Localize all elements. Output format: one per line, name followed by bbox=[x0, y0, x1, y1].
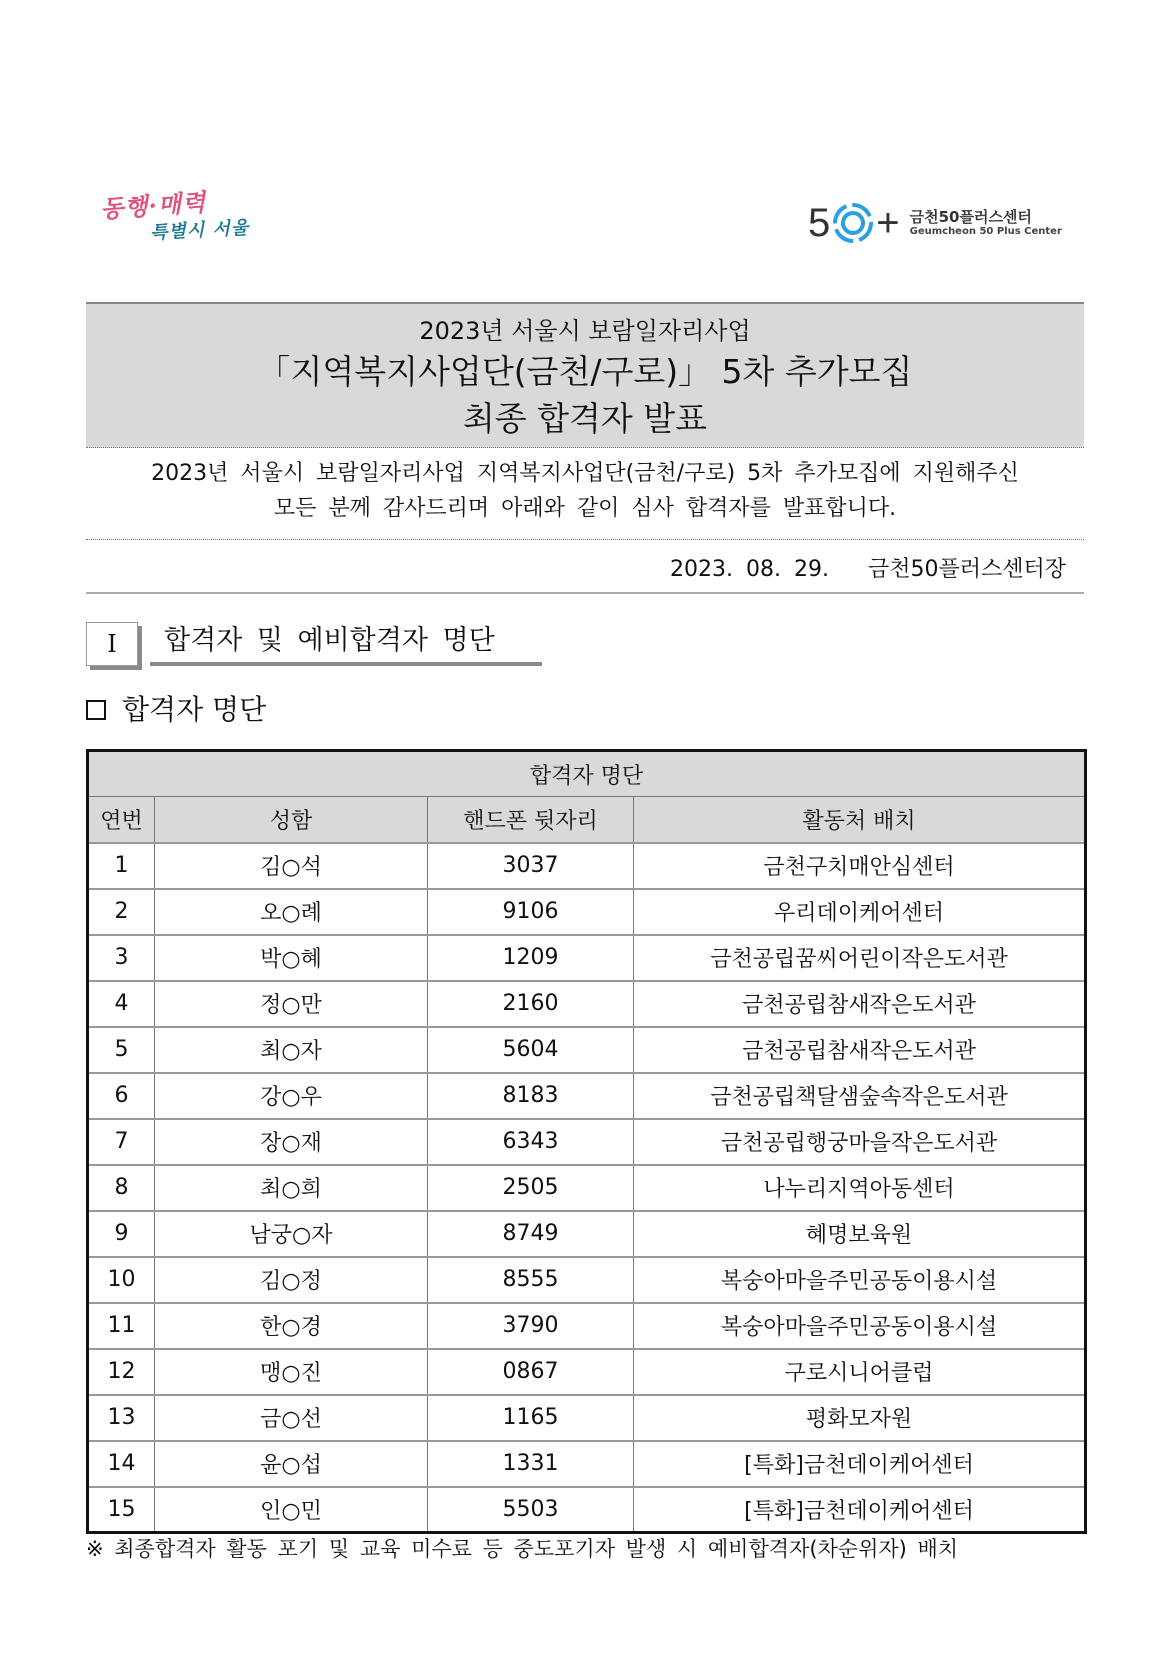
signature-line bbox=[670, 552, 1066, 583]
cell-number: 7 bbox=[88, 1119, 155, 1165]
cell-number: 8 bbox=[88, 1165, 155, 1211]
logo-mark-five: 5 bbox=[808, 201, 831, 245]
cell-name: 박○혜 bbox=[155, 935, 428, 981]
cell-phone-suffix: 1331 bbox=[428, 1441, 634, 1487]
center-name-korean: 금천50플러스센터 bbox=[909, 208, 1032, 226]
table-caption: 합격자 명단 bbox=[88, 751, 1086, 797]
center-name-english: Geumcheon 50 Plus Center bbox=[909, 226, 1062, 237]
section-title: 합격자 및 예비합격자 명단 bbox=[150, 620, 542, 666]
seoul-slogan-logo bbox=[100, 186, 260, 250]
target-ring-icon bbox=[832, 202, 874, 244]
column-header-placement: 활동처 배치 bbox=[634, 797, 1086, 843]
cell-phone-suffix: 2505 bbox=[428, 1165, 634, 1211]
cell-phone-suffix: 8749 bbox=[428, 1211, 634, 1257]
cell-phone-suffix: 1165 bbox=[428, 1395, 634, 1441]
cell-number: 3 bbox=[88, 935, 155, 981]
cell-placement: [특화]금천데이케어센터 bbox=[634, 1441, 1086, 1487]
cell-placement: 우리데이케어센터 bbox=[634, 889, 1086, 935]
cell-number: 12 bbox=[88, 1349, 155, 1395]
cell-name: 김○정 bbox=[155, 1257, 428, 1303]
cell-number: 10 bbox=[88, 1257, 155, 1303]
cell-name: 맹○진 bbox=[155, 1349, 428, 1395]
cell-name: 최○자 bbox=[155, 1027, 428, 1073]
cell-name: 한○경 bbox=[155, 1303, 428, 1349]
cell-phone-suffix: 8183 bbox=[428, 1073, 634, 1119]
cell-phone-suffix: 5604 bbox=[428, 1027, 634, 1073]
square-bullet-icon bbox=[86, 700, 106, 720]
cell-name: 금○선 bbox=[155, 1395, 428, 1441]
cell-number: 2 bbox=[88, 889, 155, 935]
cell-number: 15 bbox=[88, 1487, 155, 1533]
solid-divider bbox=[86, 592, 1084, 594]
cell-placement: [특화]금천데이케어센터 bbox=[634, 1487, 1086, 1533]
cell-number: 1 bbox=[88, 843, 155, 889]
footnote: ※ 최종합격자 활동 포기 및 교육 미수료 등 중도포기자 발생 시 예비합격자(차순위자) 배치 bbox=[86, 1537, 959, 1561]
cell-placement: 구로시니어클럽 bbox=[634, 1349, 1086, 1395]
table-row bbox=[88, 1349, 1086, 1395]
cell-phone-suffix: 1209 bbox=[428, 935, 634, 981]
table-row bbox=[88, 1211, 1086, 1257]
table-row bbox=[88, 889, 1086, 935]
table-row bbox=[88, 981, 1086, 1027]
table-row bbox=[88, 1073, 1086, 1119]
intro-line-2: 모든 분께 감사드리며 아래와 같이 심사 합격자를 발표합니다. bbox=[273, 496, 897, 521]
cell-phone-suffix: 3037 bbox=[428, 843, 634, 889]
seoul-logo-line1: 동행·매력 bbox=[99, 187, 208, 224]
cell-name: 최○희 bbox=[155, 1165, 428, 1211]
column-header-name: 성함 bbox=[155, 797, 428, 843]
cell-placement: 금천공립꿈씨어린이작은도서관 bbox=[634, 935, 1086, 981]
cell-phone-suffix: 0867 bbox=[428, 1349, 634, 1395]
cell-phone-suffix: 6343 bbox=[428, 1119, 634, 1165]
cell-placement: 복숭아마을주민공동이용시설 bbox=[634, 1257, 1086, 1303]
geumcheon-50plus-logo bbox=[808, 198, 1062, 248]
title-line-2: 「지역복지사업단(금천/구로)」 5차 추가모집 bbox=[257, 352, 913, 391]
title-line-1: 2023년 서울시 보람일자리사업 bbox=[419, 317, 751, 345]
cell-number: 11 bbox=[88, 1303, 155, 1349]
cell-name: 강○우 bbox=[155, 1073, 428, 1119]
table-row bbox=[88, 1487, 1086, 1533]
cell-placement: 금천공립책달샘숲속작은도서관 bbox=[634, 1073, 1086, 1119]
cell-name: 장○재 bbox=[155, 1119, 428, 1165]
successful-applicants-table bbox=[86, 749, 1087, 1534]
cell-name: 윤○섭 bbox=[155, 1441, 428, 1487]
logo-mark-plus: + bbox=[876, 201, 900, 245]
section-number-badge: Ⅰ bbox=[86, 622, 138, 666]
cell-phone-suffix: 9106 bbox=[428, 889, 634, 935]
cell-phone-suffix: 8555 bbox=[428, 1257, 634, 1303]
cell-placement: 나누리지역아동센터 bbox=[634, 1165, 1086, 1211]
announcement-date: 2023. 08. 29. bbox=[670, 557, 829, 582]
subsection-heading bbox=[86, 690, 266, 730]
cell-placement: 복숭아마을주민공동이용시설 bbox=[634, 1303, 1086, 1349]
cell-number: 14 bbox=[88, 1441, 155, 1487]
cell-name: 김○석 bbox=[155, 843, 428, 889]
seoul-logo-line2: 특별시 서울 bbox=[149, 217, 250, 244]
subsection-title: 합격자 명단 bbox=[122, 693, 267, 726]
table-row bbox=[88, 1119, 1086, 1165]
table-row bbox=[88, 1395, 1086, 1441]
cell-number: 4 bbox=[88, 981, 155, 1027]
cell-name: 인○민 bbox=[155, 1487, 428, 1533]
intro-line-1: 2023년 서울시 보람일자리사업 지역복지사업단(금천/구로) 5차 추가모집에 지원해주신 bbox=[151, 461, 1019, 486]
title-banner bbox=[86, 302, 1084, 448]
cell-name: 정○만 bbox=[155, 981, 428, 1027]
table-row bbox=[88, 1303, 1086, 1349]
cell-phone-suffix: 2160 bbox=[428, 981, 634, 1027]
cell-phone-suffix: 3790 bbox=[428, 1303, 634, 1349]
table-row bbox=[88, 1441, 1086, 1487]
column-header-phone: 핸드폰 뒷자리 bbox=[428, 797, 634, 843]
cell-placement: 금천구치매안심센터 bbox=[634, 843, 1086, 889]
cell-number: 6 bbox=[88, 1073, 155, 1119]
column-header-number: 연번 bbox=[88, 797, 155, 843]
cell-placement: 금천공립참새작은도서관 bbox=[634, 981, 1086, 1027]
table-row bbox=[88, 1257, 1086, 1303]
table-row bbox=[88, 1165, 1086, 1211]
dotted-divider bbox=[86, 539, 1084, 540]
cell-placement: 혜명보육원 bbox=[634, 1211, 1086, 1257]
table-row bbox=[88, 843, 1086, 889]
cell-name: 남궁○자 bbox=[155, 1211, 428, 1257]
cell-phone-suffix: 5503 bbox=[428, 1487, 634, 1533]
cell-placement: 평화모자원 bbox=[634, 1395, 1086, 1441]
title-line-3: 최종 합격자 발표 bbox=[462, 399, 708, 438]
cell-name: 오○례 bbox=[155, 889, 428, 935]
cell-number: 5 bbox=[88, 1027, 155, 1073]
table-row bbox=[88, 935, 1086, 981]
cell-placement: 금천공립행궁마을작은도서관 bbox=[634, 1119, 1086, 1165]
issuer-name: 금천50플러스센터장 bbox=[867, 557, 1066, 582]
intro-paragraph bbox=[86, 456, 1084, 526]
cell-number: 13 bbox=[88, 1395, 155, 1441]
cell-number: 9 bbox=[88, 1211, 155, 1257]
cell-placement: 금천공립참새작은도서관 bbox=[634, 1027, 1086, 1073]
table-row bbox=[88, 1027, 1086, 1073]
